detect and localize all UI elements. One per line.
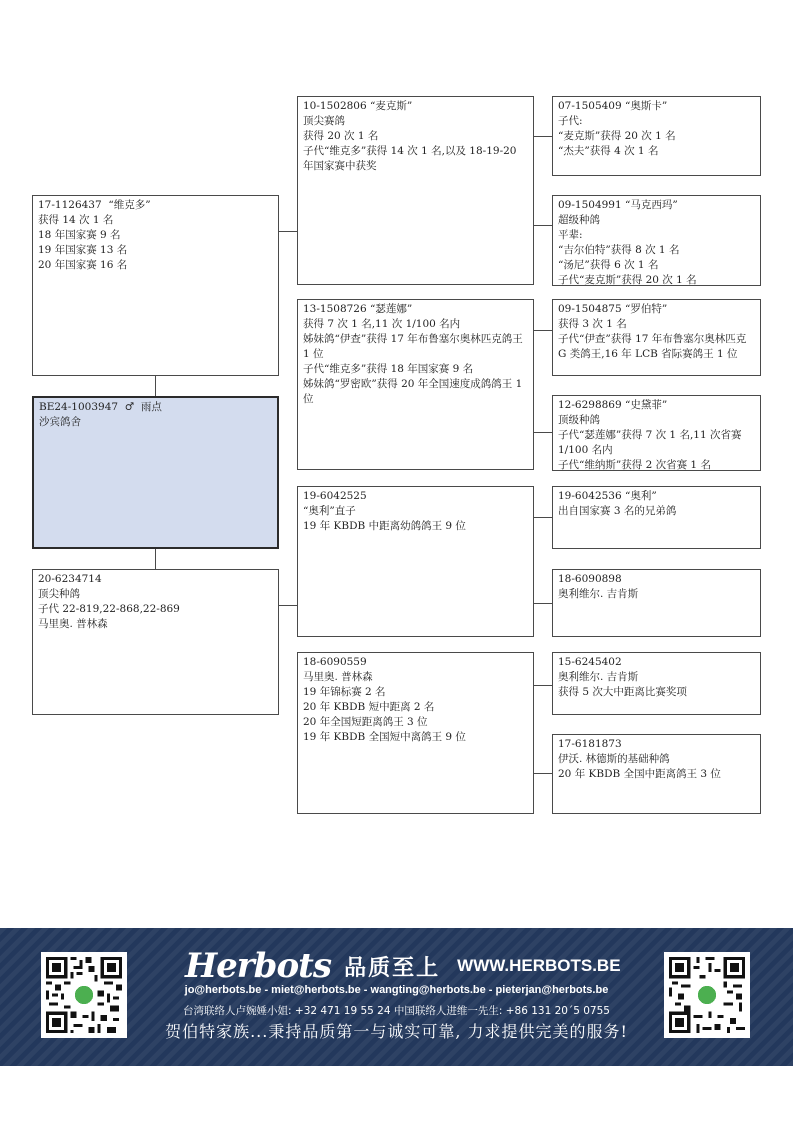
- pigeon-info-line: 子代“维纳斯”获得 2 次省赛 1 名: [558, 459, 711, 471]
- pigeon-info-line: 子代“瑟莲娜”获得 7 次 1 名,11 次省赛 1/100 名内: [558, 429, 745, 456]
- pigeon-id-line: 09-1504991 “马克西玛”: [558, 199, 678, 211]
- brand-slogan: 品质至上: [344, 955, 441, 981]
- pigeon-info-line: 马里奥. 普林森: [303, 671, 373, 683]
- pigeon-info-line: 子代“伊查”获得 17 年布鲁塞尔奥林匹克 G 类鸽王,16 年 LCB 省际赛鸽王 1 位: [558, 333, 750, 360]
- pigeon-info-line: 子代 22-819,22-868,22-869: [38, 603, 180, 615]
- pigeon-info-line: “麦克斯”获得 20 次 1 名: [558, 130, 676, 142]
- great-grandparent-card-3: [552, 299, 761, 376]
- pigeon-id-line: 19-6042536 “奥利”: [558, 490, 657, 502]
- pigeon-info-line: 20 年 KBDB 全国中距离鸽王 3 位: [558, 768, 721, 780]
- pigeon-info-line: 20 年 KBDB 短中距离 2 名: [303, 701, 435, 713]
- pigeon-info-line: 子代:: [558, 115, 583, 127]
- pigeon-id-line: 17-1126437 “维克多”: [38, 199, 151, 211]
- pigeon-info-line: 19 年国家赛 13 名: [38, 244, 128, 256]
- pigeon-info-line: “吉尔伯特”获得 8 次 1 名: [558, 244, 680, 256]
- pigeon-info-line: 沙宾鸽舍: [39, 416, 81, 428]
- pigeon-info-line: 20 年全国短距离鸽王 3 位: [303, 716, 428, 728]
- dam-card: [32, 569, 279, 715]
- connector-line: [533, 685, 552, 686]
- pigeon-id-line: 10-1502806 “麦克斯”: [303, 100, 413, 112]
- pigeon-info-line: 姊妹鸽“伊查”获得 17 年布鲁塞尔奥林匹克鸽王 1 位: [303, 333, 527, 360]
- pigeon-id-line: 19-6042525: [303, 490, 367, 502]
- pigeon-id-line: 07-1505409 “奥斯卡”: [558, 100, 668, 112]
- pigeon-info-line: 19 年锦标赛 2 名: [303, 686, 386, 698]
- pigeon-info-line: 平辈:: [558, 229, 583, 241]
- company-tagline: 贺伯特家族...秉持品质第一与诚实可靠, 力求提供完美的服务!: [165, 1022, 628, 1041]
- great-grandparent-card-7: [552, 652, 761, 715]
- pigeon-info-line: 获得 14 次 1 名: [38, 214, 114, 226]
- great-grandparent-card-1: [552, 96, 761, 176]
- qr-code-right[interactable]: [664, 952, 750, 1038]
- pigeon-id-line: 18-6090898: [558, 573, 622, 585]
- pigeon-id-line: 13-1508726 “瑟莲娜”: [303, 303, 413, 315]
- connector-line: [533, 225, 552, 226]
- pigeon-info-line: 奥利维尔. 吉肯斯: [558, 588, 639, 600]
- pigeon-id-line: 12-6298869 “史黛菲”: [558, 399, 668, 411]
- connector-line: [155, 548, 156, 569]
- pigeon-info-line: 获得 5 次大中距离比赛奖项: [558, 686, 687, 698]
- pigeon-info-line: 19 年 KBDB 全国短中离鸽王 9 位: [303, 731, 466, 743]
- connector-line: [278, 605, 297, 606]
- connector-line: [155, 375, 156, 396]
- pigeon-id-line: 17-6181873: [558, 738, 622, 750]
- email-links[interactable]: jo@herbots.be - miet@herbots.be - wangting@herbots.be - pieterjan@herbots.be: [184, 984, 609, 996]
- pigeon-info-line: “杰夫”获得 4 次 1 名: [558, 145, 659, 157]
- pigeon-info-line: 获得 3 次 1 名: [558, 318, 627, 330]
- pigeon-info-line: 姊妹鸽“罗密欧”获得 20 年全国速度成鸽鸽王 1 位: [303, 378, 526, 405]
- pigeon-id-line: 09-1504875 “罗伯特”: [558, 303, 668, 315]
- sire-dam-card: [297, 299, 534, 470]
- connector-line: [533, 517, 552, 518]
- pigeon-info-line: 出自国家赛 3 名的兄弟鸽: [558, 505, 677, 517]
- pigeon-info-line: “奥利”直子: [303, 505, 356, 517]
- subject-bird-card: [32, 396, 279, 549]
- pigeon-info-line: 子代“维克多”获得 14 次 1 名,以及 18-19-20 年国家赛中获奖: [303, 145, 520, 172]
- pigeon-info-line: “汤尼”获得 6 次 1 名: [558, 259, 659, 271]
- great-grandparent-card-5: [552, 486, 761, 549]
- pigeon-id-line: 20-6234714: [38, 573, 102, 585]
- website-link[interactable]: WWW.HERBOTS.BE: [457, 956, 621, 975]
- sire-card: [32, 195, 279, 376]
- brand-row: [185, 946, 621, 986]
- pigeon-info-line: 18 年国家赛 9 名: [38, 229, 121, 241]
- pigeon-id-line: 15-6245402: [558, 656, 622, 668]
- pigeon-info-line: 顶尖种鸽: [38, 588, 80, 600]
- pigeon-info-line: 20 年国家赛 16 名: [38, 259, 128, 271]
- contact-phones: 台湾联络人卢婉娷小姐: +32 471 19 55 24 中国联络人进维一先生: +86 131 20´5 0755: [183, 1005, 610, 1017]
- great-grandparent-card-8: [552, 734, 761, 814]
- great-grandparent-card-2: [552, 195, 761, 286]
- pigeon-info-line: 马里奥. 普林森: [38, 618, 108, 630]
- connector-line: [533, 136, 552, 137]
- pigeon-info-line: 伊沃. 林德斯的基础种鸽: [558, 753, 670, 765]
- brand-logo: Herbots: [185, 946, 331, 986]
- pigeon-info-line: 子代“维克多”获得 18 年国家赛 9 名: [303, 363, 474, 375]
- sire-sire-card: [297, 96, 534, 285]
- qr-code-image: [669, 957, 745, 1033]
- pigeon-info-line: 顶尖赛鸽: [303, 115, 345, 127]
- connector-line: [278, 231, 297, 232]
- pigeon-info-line: 19 年 KBDB 中距离幼鸽鸽王 9 位: [303, 520, 466, 532]
- connector-line: [533, 603, 552, 604]
- pigeon-info-line: 奥利维尔. 吉肯斯: [558, 671, 639, 683]
- pigeon-info-line: 获得 7 次 1 名,11 次 1/100 名内: [303, 318, 461, 330]
- pigeon-info-line: 超级种鸽: [558, 214, 600, 226]
- connector-line: [533, 330, 552, 331]
- dam-sire-card: [297, 486, 534, 637]
- dam-dam-card: [297, 652, 534, 814]
- pigeon-id-line: 18-6090559: [303, 656, 367, 668]
- great-grandparent-card-6: [552, 569, 761, 637]
- connector-line: [533, 773, 552, 774]
- pigeon-info-line: 顶级种鸽: [558, 414, 600, 426]
- connector-line: [533, 432, 552, 433]
- footer-band: [0, 928, 793, 1066]
- pigeon-info-line: 子代“麦克斯”获得 20 次 1 名: [558, 274, 697, 286]
- great-grandparent-card-4: [552, 395, 761, 471]
- pigeon-info-line: 获得 20 次 1 名: [303, 130, 379, 142]
- pigeon-id-line: BE24-1003947 ♂ 雨点: [39, 401, 162, 413]
